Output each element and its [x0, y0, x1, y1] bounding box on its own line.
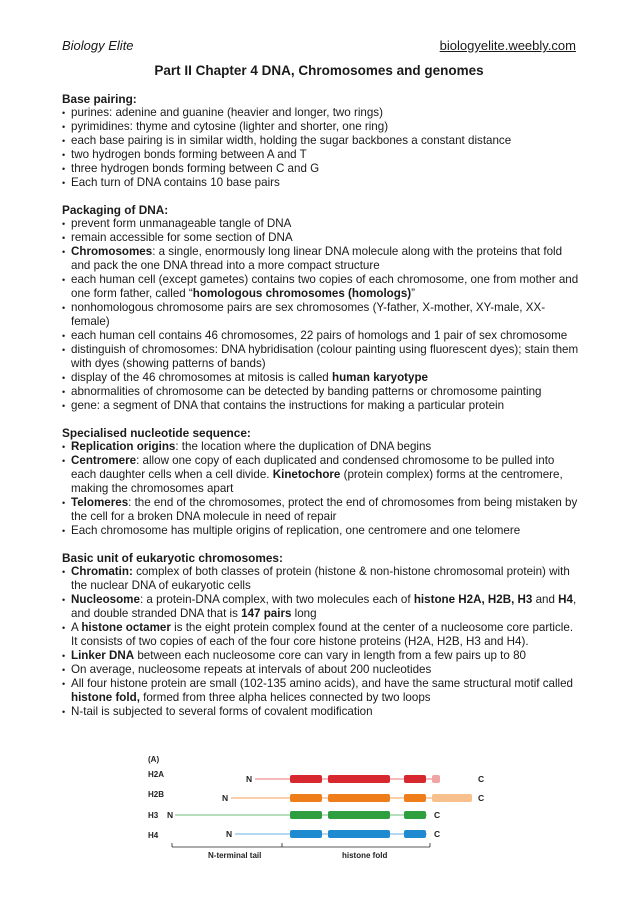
site-url-link[interactable]: biologyelite.weebly.com: [439, 38, 576, 53]
h2b-helix: [404, 794, 426, 802]
list-item: • abnormalities of chromosome can be detected by banding patterns or chromosome painting: [62, 385, 580, 399]
list-item: • purines: adenine and guanine (heavier and longer, two rings): [62, 106, 580, 120]
panel-label: (A): [148, 755, 160, 764]
list-item: • distinguish of chromosomes: DNA hybridisation (colour painting using fluorescent dyes); stain them with dyes (showing patterns of bands): [62, 343, 580, 371]
list-item: • two hydrogen bonds forming between A and T: [62, 148, 580, 162]
histone-diagram: [140, 752, 520, 862]
bullet-list: [62, 440, 580, 538]
list-item: • Chromosomes: a single, enormously long linear DNA molecule along with the proteins that fold and pack the one DNA thread into a more compact structure: [62, 245, 580, 273]
section-basic-unit: [62, 551, 580, 719]
h3-helix: [328, 811, 390, 819]
h2a-helix: [404, 775, 426, 783]
section-heading: Specialised nucleotide sequence:: [62, 426, 251, 440]
n-terminus-label: N: [167, 810, 174, 820]
list-item: • A histone octamer is the eight protein complex found at the center of a nucleosome core particle. It consists of two copies of each of the four core histone proteins (H2A, H2B, H3 and H4).: [62, 621, 580, 649]
list-item: • remain accessible for some section of DNA: [62, 231, 580, 245]
row-label-h2a: H2A: [148, 770, 165, 779]
list-item: • gene: a segment of DNA that contains the instructions for making a particular protein: [62, 399, 580, 413]
list-item: • each human cell contains 46 chromosomes, 22 pairs of homologs and 1 pair of sex chromosome: [62, 329, 580, 343]
section-heading: Packaging of DNA:: [62, 203, 169, 217]
histone-structure-figure: [140, 752, 520, 862]
n-terminal-tail-label: N-terminal tail: [208, 851, 262, 860]
list-item: • On average, nucleosome repeats at intervals of about 200 nucleotides: [62, 663, 580, 677]
list-item: • Telomeres: the end of the chromosomes, protect the end of chromosomes from being mistaken by the cell for a broken DNA molecule in need of repair: [62, 496, 580, 524]
site-name: Biology Elite: [62, 38, 134, 53]
list-item: • Linker DNA between each nucleosome core can vary in length from a few pairs up to 80: [62, 649, 580, 663]
n-terminus-label: N: [222, 793, 229, 803]
document-body: [62, 92, 580, 732]
section-heading: Base pairing:: [62, 92, 137, 106]
c-terminus-label: C: [434, 829, 441, 839]
list-item: • Each chromosome has multiple origins of replication, one centromere and one telomere: [62, 524, 580, 538]
list-item: • Chromatin: complex of both classes of protein (histone & non-histone chromosomal protein) with the nuclear DNA of eukaryotic cells: [62, 565, 580, 593]
list-item: • each human cell (except gametes) contains two copies of each chromosome, one from mother and one form father, called “homologous chromosomes (homologs)”: [62, 273, 580, 301]
list-item: • prevent form unmanageable tangle of DNA: [62, 217, 580, 231]
section-base-pairing: [62, 92, 580, 190]
list-item: • nonhomologous chromosome pairs are sex chromosomes (Y-father, X-mother, XY-male, XX-female): [62, 301, 580, 329]
h3-helix: [404, 811, 426, 819]
list-item: • Centromere: allow one copy of each duplicated and condensed chromosome to be pulled into each daughter cells when a cell divide. Kinetochore (protein complex) forms at the centromere, making the chromosomes apart: [62, 454, 580, 496]
n-terminus-label: N: [226, 829, 233, 839]
h2a-helix: [328, 775, 390, 783]
h2a-helix: [290, 775, 322, 783]
h2b-helix: [328, 794, 390, 802]
h2b-helix: [290, 794, 322, 802]
h3-helix: [290, 811, 322, 819]
c-terminus-label: C: [478, 774, 485, 784]
row-label-h2b: H2B: [148, 790, 165, 799]
bullet-list: [62, 565, 580, 719]
h4-helix: [404, 830, 426, 838]
section-packaging: [62, 203, 580, 413]
section-specialised-sequence: [62, 426, 580, 538]
bullet-list: [62, 217, 580, 413]
c-terminus-label: C: [478, 793, 485, 803]
list-item: • Replication origins: the location where the duplication of DNA begins: [62, 440, 580, 454]
h4-helix: [290, 830, 322, 838]
section-heading: Basic unit of eukaryotic chromosomes:: [62, 551, 283, 565]
row-label-h3: H3: [148, 811, 159, 820]
list-item: • N-tail is subjected to several forms of covalent modification: [62, 705, 580, 719]
h2b-extension: [432, 794, 472, 802]
row-label-h4: H4: [148, 831, 159, 840]
page-title: Part II Chapter 4 DNA, Chromosomes and genomes: [154, 63, 484, 78]
list-item: • pyrimidines: thyme and cytosine (lighter and shorter, one ring): [62, 120, 580, 134]
page-header: [62, 38, 576, 54]
h2a-extension: [432, 775, 440, 783]
n-terminus-label: N: [246, 774, 253, 784]
histone-fold-label: histone fold: [342, 851, 388, 860]
list-item: • Each turn of DNA contains 10 base pairs: [62, 176, 580, 190]
list-item: • each base pairing is in similar width, holding the sugar backbones a constant distance: [62, 134, 580, 148]
list-item: • three hydrogen bonds forming between C and G: [62, 162, 580, 176]
list-item: • All four histone protein are small (102-135 amino acids), and have the same structural motif called histone fold, formed from three alpha helices connected by two loops: [62, 677, 580, 705]
h4-helix: [328, 830, 390, 838]
list-item: • display of the 46 chromosomes at mitosis is called human karyotype: [62, 371, 580, 385]
c-terminus-label: C: [434, 810, 441, 820]
list-item: • Nucleosome: a protein-DNA complex, with two molecules each of histone H2A, H2B, H3 and H4, and double stranded DNA that is 147 pairs long: [62, 593, 580, 621]
bullet-list: [62, 106, 580, 190]
